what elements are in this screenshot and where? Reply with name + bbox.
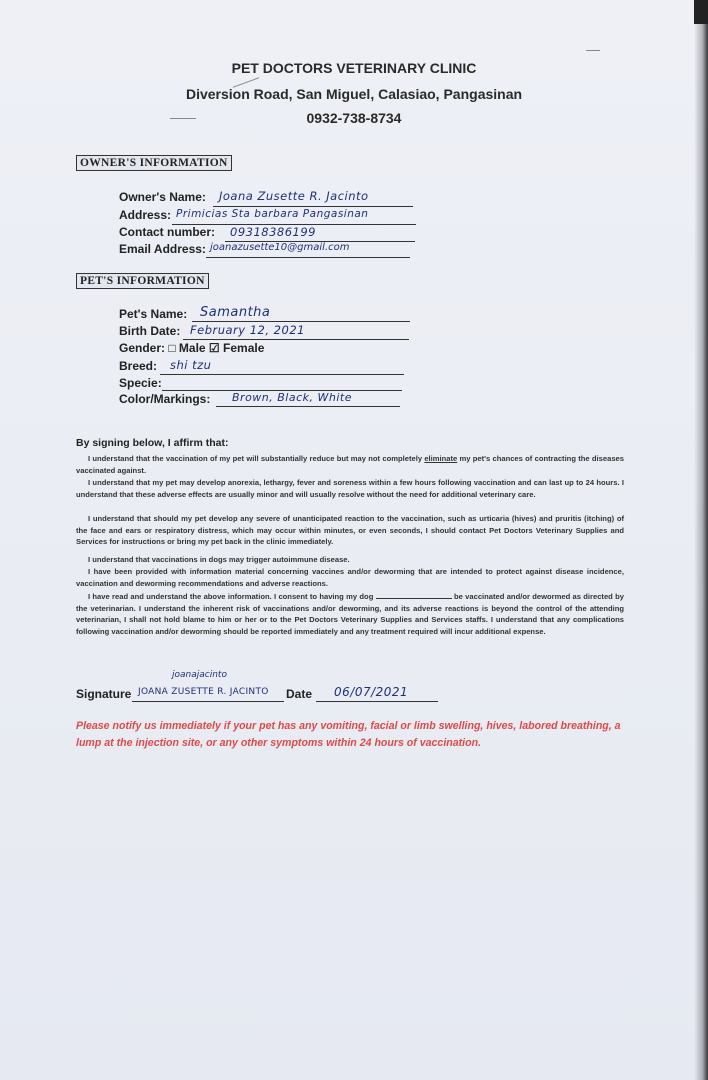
affirm-title: By signing below, I affirm that: bbox=[76, 437, 229, 449]
address-label: Address: bbox=[119, 208, 172, 222]
signature-value[interactable]: JOANA ZUSETTE R. JACINTO bbox=[138, 687, 269, 697]
owner-name-line bbox=[213, 206, 413, 207]
scan-edge-shadow bbox=[694, 0, 708, 1080]
date-label: Date bbox=[286, 687, 313, 701]
clinic-phone: 0932-738-8734 bbox=[306, 110, 402, 126]
pen-mark bbox=[586, 50, 600, 51]
signature-label: Signature bbox=[76, 687, 132, 701]
birth-date-line bbox=[183, 339, 409, 340]
pet-name-label: Pet's Name: bbox=[119, 307, 188, 321]
email-value[interactable]: joanazusette10@gmail.com bbox=[210, 242, 350, 253]
affirm-text: I understand that the vaccination of my pet will substantially reduce but may not completely bbox=[88, 454, 425, 463]
affirm-text: my pet's chances of contracting the diseases vaccinated against. bbox=[76, 454, 624, 475]
owner-name-label: Owner's Name: bbox=[119, 190, 206, 204]
contact-label: Contact number: bbox=[119, 225, 215, 239]
affirm-paragraph-1 bbox=[76, 453, 624, 476]
pen-mark bbox=[170, 118, 196, 119]
color-markings-value[interactable]: Brown, Black, White bbox=[232, 391, 352, 404]
color-markings-line bbox=[216, 406, 400, 407]
affirm-paragraph-5 bbox=[76, 566, 624, 589]
post-vaccination-notice: Please notify us immediately if your pet has any vomiting, facial or limb swelling, hives, labored breathing, a lump at the injection site, or any other symptoms within 24 hours of vaccination. bbox=[76, 720, 621, 749]
affirm-text: I have been provided with information material concerning vaccines and/or deworming that are intended to protect against disease incidence, vaccination and deworming recommendations and adverse reactions. bbox=[76, 567, 624, 588]
birth-date-value[interactable]: February 12, 2021 bbox=[190, 323, 305, 337]
owner-section-title: OWNER'S INFORMATION bbox=[76, 155, 232, 171]
affirm-paragraph-3 bbox=[76, 513, 624, 548]
dog-name-blank[interactable] bbox=[376, 590, 452, 599]
pet-section-title: PET'S INFORMATION bbox=[76, 273, 209, 289]
affirm-text-underlined: eliminate bbox=[424, 454, 458, 463]
email-line bbox=[206, 257, 410, 258]
pet-name-line bbox=[192, 321, 410, 322]
affirm-text: I have read and understand the above information. I consent to having my dog bbox=[88, 592, 376, 601]
contact-value[interactable]: 09318386199 bbox=[230, 225, 316, 239]
signature-scrawl: joanajacinto bbox=[172, 670, 227, 680]
signature-line bbox=[132, 701, 284, 702]
breed-line bbox=[160, 374, 404, 375]
affirm-text: I understand that vaccinations in dogs may trigger autoimmune disease. bbox=[88, 555, 350, 564]
clinic-name: PET DOCTORS VETERINARY CLINIC bbox=[231, 60, 477, 76]
date-value[interactable]: 06/07/2021 bbox=[334, 685, 409, 699]
address-value[interactable]: Primicias Sta barbara Pangasinan bbox=[176, 208, 369, 220]
affirm-paragraph-6 bbox=[76, 590, 624, 637]
birth-date-label: Birth Date: bbox=[119, 324, 181, 338]
pet-name-value[interactable]: Samantha bbox=[200, 305, 271, 320]
affirm-text: I understand that should my pet develop any severe of unanticipated reaction to the vaccination, such as urticaria (hives) and pruritis (itching) of the face and ears or respiratory distress, which may occur within minutes, or even seconds, I should contact Pet Doctors Veterinary Supplies and Services for instructions or bring my pet back in the clinic immediately. bbox=[76, 514, 624, 547]
affirm-paragraph-4 bbox=[76, 554, 624, 566]
scan-corner bbox=[694, 0, 708, 24]
email-label: Email Address: bbox=[119, 242, 206, 256]
specie-label: Specie: bbox=[119, 376, 162, 390]
date-line bbox=[316, 701, 438, 702]
gender-field[interactable]: Gender: □ Male ☑ Female bbox=[119, 341, 265, 355]
affirm-text: be vaccinated and/or dewormed as directed by the veterinarian. I understand the inherent risk of vaccinations and/or deworming, and its adverse reactions is beyond the control of the attending veterinarian, I shall not hold blame to him or her or to the Pet Doctors Veterinary Supplies and Services staffs. I understand that any complications following vaccination and/or deworming should be reported immediately and any treatment required will incur additional expense. bbox=[76, 592, 624, 636]
affirm-text: I understand that my pet may develop anorexia, lethargy, fever and soreness within a few hours following vaccination and can last up to 24 hours. I understand that these adverse effects are usually minor and will usually resolve without the need for additional veterinary care. bbox=[76, 478, 624, 499]
breed-label: Breed: bbox=[119, 359, 158, 373]
color-markings-label: Color/Markings: bbox=[119, 392, 211, 406]
clinic-address: Diversion Road, San Miguel, Calasiao, Pangasinan bbox=[185, 86, 523, 102]
breed-value[interactable]: shi tzu bbox=[170, 358, 212, 372]
owner-name-value[interactable]: Joana Zusette R. Jacinto bbox=[219, 189, 369, 203]
affirm-paragraph-2 bbox=[76, 477, 624, 500]
